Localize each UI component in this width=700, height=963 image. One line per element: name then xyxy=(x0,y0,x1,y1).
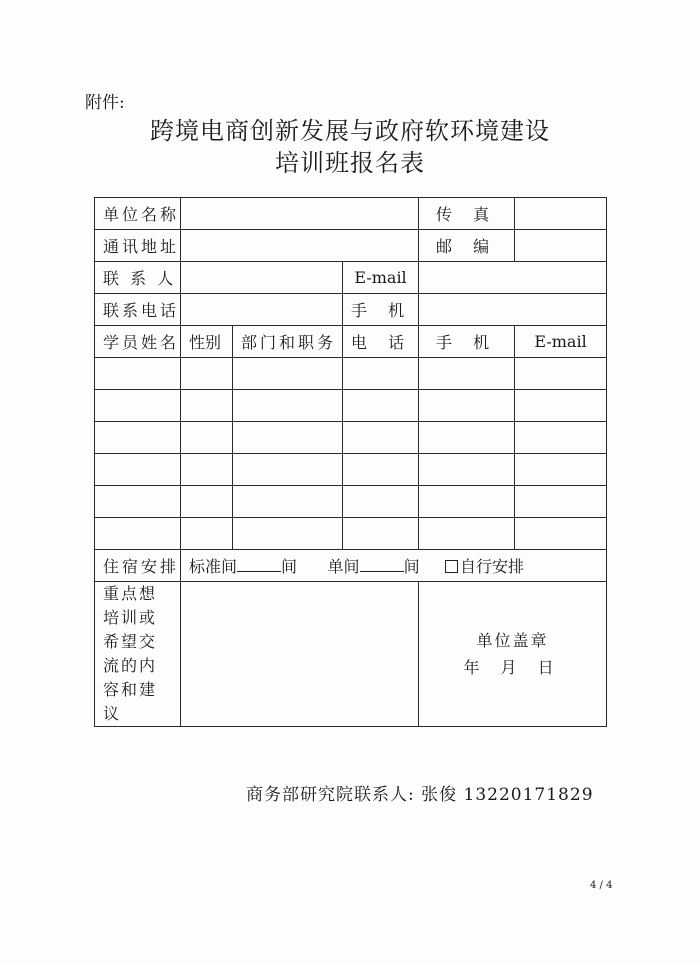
single-room-count-field[interactable] xyxy=(360,557,404,572)
student-name-cell[interactable] xyxy=(95,518,181,550)
standard-room-label: 标准间 xyxy=(189,557,238,576)
contact-phone-label: 联系电话 xyxy=(95,294,181,326)
address-field[interactable] xyxy=(181,230,419,262)
phone-cell[interactable] xyxy=(343,454,419,486)
page-subtitle: 培训班报名表 xyxy=(275,149,425,177)
column-header-email: E-mail xyxy=(515,326,607,358)
unit-name-field[interactable] xyxy=(181,198,419,230)
mobile-cell[interactable] xyxy=(419,390,515,422)
unit-name-label: 单位名称 xyxy=(95,198,181,230)
table-row xyxy=(95,262,607,294)
table-row xyxy=(95,518,607,550)
email-cell[interactable] xyxy=(515,486,607,518)
gender-cell[interactable] xyxy=(181,454,233,486)
student-name-cell[interactable] xyxy=(95,390,181,422)
gender-cell[interactable] xyxy=(181,358,233,390)
column-header-gender: 性别 xyxy=(181,326,233,358)
page-number: 4 / 4 xyxy=(590,880,613,891)
contact-person-label: 联 系 人 xyxy=(95,262,181,294)
gender-cell[interactable] xyxy=(181,486,233,518)
table-row xyxy=(95,198,607,230)
attachment-label: 附件: xyxy=(85,93,125,113)
email-label: E-mail xyxy=(343,262,419,294)
mobile-cell[interactable] xyxy=(419,486,515,518)
phone-cell[interactable] xyxy=(343,486,419,518)
address-label: 通讯地址 xyxy=(95,230,181,262)
page-title: 跨境电商创新发展与政府软环境建设 xyxy=(150,117,550,145)
table-row xyxy=(95,294,607,326)
email-cell[interactable] xyxy=(515,454,607,486)
table-row xyxy=(95,486,607,518)
fax-field[interactable] xyxy=(515,198,607,230)
department-cell[interactable] xyxy=(233,390,343,422)
self-arrange-label: 自行安排 xyxy=(460,557,525,576)
phone-cell[interactable] xyxy=(343,390,419,422)
email-cell[interactable] xyxy=(515,518,607,550)
stamp-label: 单位盖章 xyxy=(476,631,549,650)
student-name-cell[interactable] xyxy=(95,486,181,518)
lodging-options xyxy=(181,550,607,582)
mobile-label: 手 机 xyxy=(343,294,419,326)
single-room-label: 单间 xyxy=(327,557,360,576)
gender-cell[interactable] xyxy=(181,422,233,454)
standard-room-unit: 间 xyxy=(281,557,298,576)
gender-cell[interactable] xyxy=(181,390,233,422)
phone-cell[interactable] xyxy=(343,518,419,550)
department-cell[interactable] xyxy=(233,454,343,486)
student-name-cell[interactable] xyxy=(95,454,181,486)
comment-label: 重点想培训或希望交流的内容和建议 xyxy=(95,582,181,727)
registration-table xyxy=(94,197,607,727)
date-label: 年 月 日 xyxy=(463,658,562,677)
self-arrange-checkbox[interactable] xyxy=(445,560,458,573)
comment-field[interactable] xyxy=(181,582,419,727)
postcode-label: 邮 编 xyxy=(419,230,515,262)
student-name-cell[interactable] xyxy=(95,422,181,454)
column-header-mobile: 手 机 xyxy=(419,326,515,358)
lodging-label: 住宿安排 xyxy=(95,550,181,582)
department-cell[interactable] xyxy=(233,518,343,550)
mobile-cell[interactable] xyxy=(419,518,515,550)
email-cell[interactable] xyxy=(515,358,607,390)
comment-row xyxy=(95,582,607,727)
single-room-unit: 间 xyxy=(403,557,420,576)
mobile-cell[interactable] xyxy=(419,454,515,486)
stamp-box xyxy=(419,582,607,727)
department-cell[interactable] xyxy=(233,486,343,518)
mobile-cell[interactable] xyxy=(419,358,515,390)
fax-label: 传 真 xyxy=(419,198,515,230)
phone-cell[interactable] xyxy=(343,422,419,454)
email-field[interactable] xyxy=(419,262,607,294)
table-row xyxy=(95,454,607,486)
standard-room-count-field[interactable] xyxy=(237,557,281,572)
column-header-student-name: 学员姓名 xyxy=(95,326,181,358)
mobile-field[interactable] xyxy=(419,294,607,326)
contact-person-field[interactable] xyxy=(181,262,343,294)
column-header-department: 部门和职务 xyxy=(233,326,343,358)
email-cell[interactable] xyxy=(515,390,607,422)
gender-cell[interactable] xyxy=(181,518,233,550)
contact-phone-field[interactable] xyxy=(181,294,343,326)
column-header-phone: 电 话 xyxy=(343,326,419,358)
department-cell[interactable] xyxy=(233,358,343,390)
table-row xyxy=(95,390,607,422)
table-header-row xyxy=(95,326,607,358)
table-row xyxy=(95,230,607,262)
student-name-cell[interactable] xyxy=(95,358,181,390)
footer-contact: 商务部研究院联系人: 张俊 13220171829 xyxy=(246,785,594,805)
postcode-field[interactable] xyxy=(515,230,607,262)
department-cell[interactable] xyxy=(233,422,343,454)
mobile-cell[interactable] xyxy=(419,422,515,454)
phone-cell[interactable] xyxy=(343,358,419,390)
table-row xyxy=(95,358,607,390)
email-cell[interactable] xyxy=(515,422,607,454)
lodging-row xyxy=(95,550,607,582)
table-row xyxy=(95,422,607,454)
